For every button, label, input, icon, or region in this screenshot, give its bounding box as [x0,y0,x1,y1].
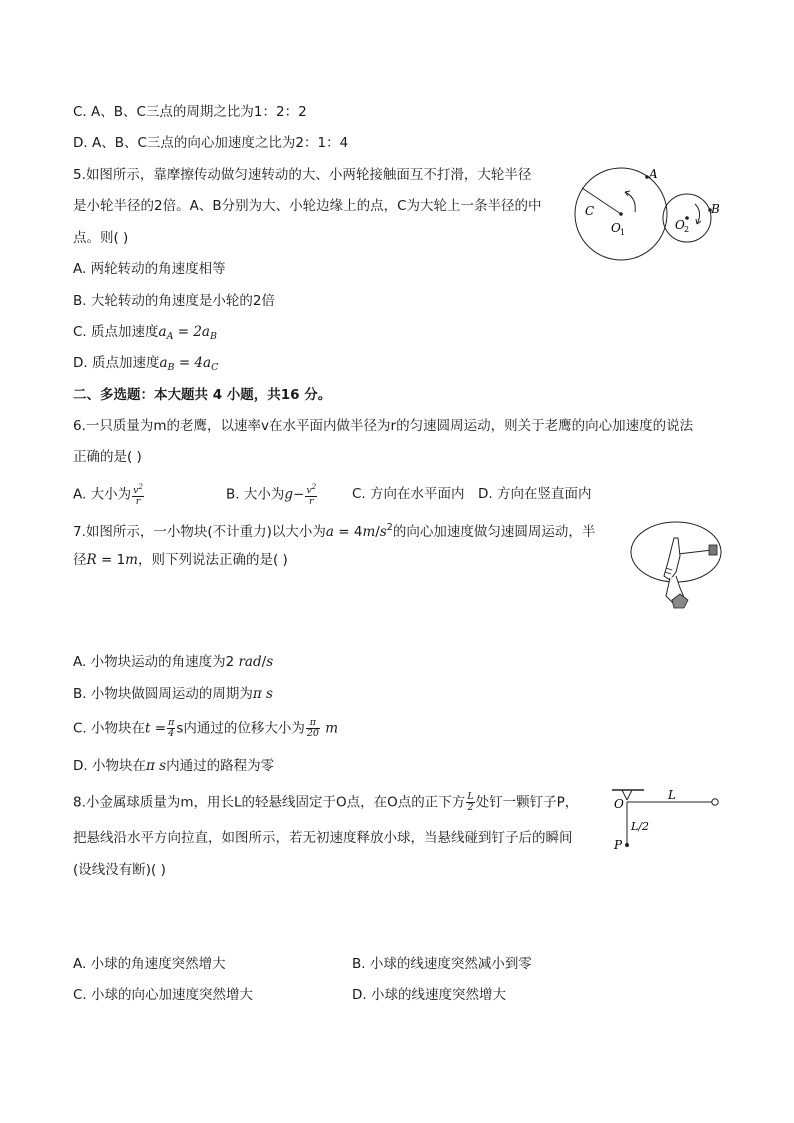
q8-stem-line3: (设线没有断)( ) [73,862,166,878]
q8-option-d[interactable]: D. 小球的线速度突然增大 [352,987,506,1003]
ball [712,799,718,805]
q5-option-d[interactable] [73,354,218,377]
q8-stem-line1-part2: 处钉一颗钉子P， [475,794,579,811]
nail-p [625,843,629,847]
q7-option-c-part1: C. 小物块在 [73,720,146,737]
q7-option-c[interactable]: C. 小物块在t = $\frac{\pi}{4}$ s内通过的位移大小为 $\frac{\pi}{20}$ m [73,717,339,739]
q6-option-b-prefix: B. 大小为 [226,486,285,503]
rotation-arrow-small [695,204,700,224]
q5-option-c-formula: $a_A = 2a_B$ [158,324,217,342]
q5-stem-line3: 点。则( ) [73,230,129,246]
q5-option-a[interactable]: A. 两轮转动的角速度相等 [73,261,226,277]
q6-option-d[interactable]: D. 方向在竖直面内 [478,486,592,502]
hand [664,538,680,580]
q8-stem-line2: 把悬线沿水平方向拉直，如图所示，若无初速度释放小球，当悬线碰到钉子后的瞬间 [73,830,573,846]
q7-stem-line1-part2: 的向心加速度做匀速圆周运动，半 [392,524,596,540]
label-o1-sub: 1 [620,228,626,237]
q4-option-d[interactable]: D. A、B、C三点的向心加速度之比为2：1：4 [73,135,349,151]
q5-option-d-formula: $a_B = 4a_C$ [159,355,219,373]
section-2-title: 二、多选题：本大题共 4 小题，共16 分。 [73,387,332,403]
q5-option-b[interactable]: B. 大轮转动的角速度是小轮的2倍 [73,293,275,309]
q7-option-c-part2: s内通过的位移大小为 [176,720,305,737]
q8-pendulum-figure [606,786,724,856]
label-o2-sub: 2 [684,225,690,234]
q8-stem-line1: 8.小金属球质量为m，用长L的轻悬线固定于O点，在O点的正下方 $\frac{L}{2}$ 处钉一颗钉子P， [73,791,579,813]
q8-option-a[interactable]: A. 小球的角速度突然增大 [73,956,226,972]
q7-option-a[interactable]: A. 小物块运动的角速度为2 rad/s [73,654,274,670]
label-o: O [614,797,624,811]
q7-stem-line2-part1: 径 [73,552,87,568]
q7-circular-motion-figure [628,516,724,614]
label-b: B [711,202,720,216]
label-l2: L/2 [631,820,650,833]
label-a: A [649,167,658,181]
q8-stem-line1-part1: 8.小金属球质量为m，用长L的轻悬线固定于O点，在O点的正下方 [73,794,466,811]
q7-option-b[interactable]: B. 小物块做圆周运动的周期为π s [73,686,273,702]
label-o2: O [675,218,685,232]
q6-option-a-prefix: A. 大小为 [73,486,132,503]
center-o1 [619,212,623,216]
q7-option-d[interactable]: D. 小物块在π s内通过的路程为零 [73,758,275,774]
q6-option-b[interactable]: B. 大小为g− $\frac{v^2}{r}$ [226,483,317,507]
label-c: C [585,204,595,218]
q5-stem-line2: 是小轮半径的2倍。A、B分别为大、小轮边缘上的点，C为大轮上一条半径的中 [73,198,542,214]
string-line [678,550,712,554]
q6-option-c[interactable]: C. 方向在水平面内 [352,486,465,502]
q7-stem-line2: 径R = 1m，则下列说法正确的是( ) [73,552,288,568]
label-l: L [668,788,676,802]
q4-option-c[interactable]: C. A、B、C三点的周期之比为1：2：2 [73,104,307,120]
q7-radius-formula: R [86,552,97,568]
block [709,545,717,555]
q8-option-c[interactable]: C. 小球的向心加速度突然增大 [73,987,254,1003]
q5-option-c-text: C. 质点加速度 [73,324,159,340]
label-p: P [614,838,623,852]
q7-option-c-part3: m [320,720,339,737]
center-o2 [685,216,689,220]
q6-option-a[interactable] [73,482,145,507]
q7-stem-line1: 7.如图所示，一小物块(不计重力)以大小为$a = 4m/s^2$的向心加速度做匀速圆周运动，半 [73,522,596,540]
q6-option-a-fraction: $\frac{v^2}{r}$ [133,483,143,507]
q7-stem-line2-part2: ，则下列说法正确的是( ) [137,552,288,568]
q6-stem-line2: 正确的是( ) [73,449,142,465]
q5-option-c[interactable] [73,323,217,346]
q5-stem-line1: 5.如图所示，靠摩擦传动做匀速转动的大、小两轮接触面互不打滑，大轮半径 [73,167,532,183]
q6-option-b-formula: g− [284,486,305,503]
q8-option-b[interactable]: B. 小球的线速度突然减小到零 [352,956,532,972]
q5-option-d-text: D. 质点加速度 [73,355,160,371]
q6-stem-line1: 6.一只质量为m的老鹰，以速率v在水平面内做半径为r的匀速圆周运动，则关于老鹰的向心加速度的说法 [73,418,694,434]
q7-accel-formula: a [325,524,334,540]
rotation-arrow-large [625,192,635,212]
q7-stem-line1-part1: 7.如图所示，一小物块(不计重力)以大小为 [73,524,326,540]
q5-wheels-figure [565,162,725,266]
label-o1: O [611,221,621,235]
